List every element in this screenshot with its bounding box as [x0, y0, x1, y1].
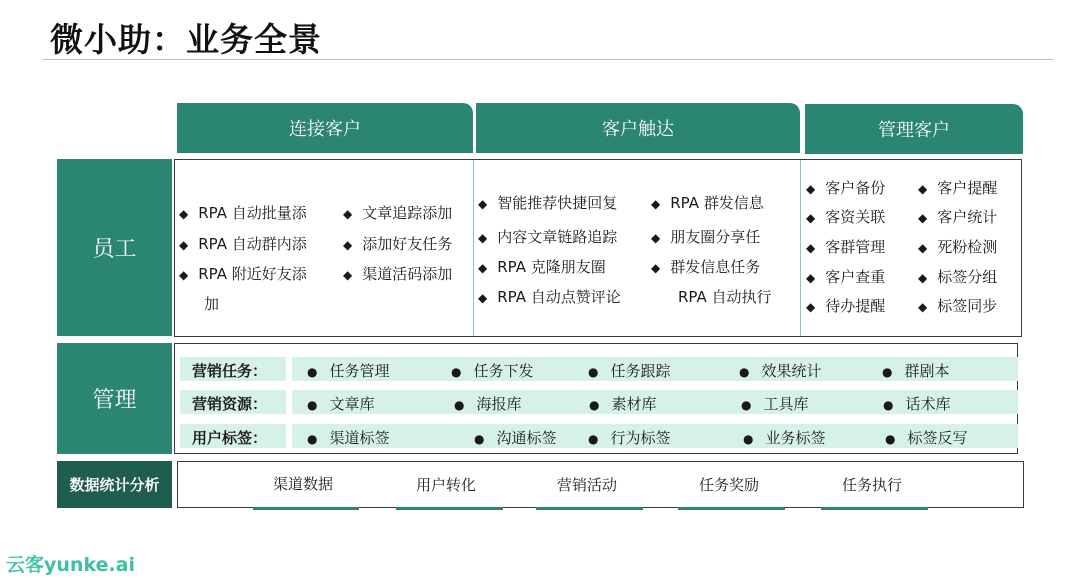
row-header-manage: 管理 [57, 343, 172, 454]
page-title: 微小助：业务全景 [50, 20, 322, 59]
dot-bullet-icon: ● [741, 398, 752, 412]
diamond-bullet-icon: ◆ [806, 241, 816, 255]
list-item: ◆ 渠道活码添加 [343, 265, 453, 283]
dot-bullet-icon: ● [739, 365, 750, 379]
diamond-bullet-icon: ◆ [806, 182, 816, 196]
band-item: ● 素材库 [589, 395, 657, 413]
stat-item: 营销活动 [557, 476, 618, 494]
list-item: ◆ 客户查重 [806, 268, 886, 286]
list-item: ◆ 待办提醒 [806, 297, 886, 315]
diamond-bullet-icon: ◆ [651, 197, 661, 211]
column-header-reach: 客户触达 [476, 103, 800, 153]
column-separator [473, 160, 474, 336]
diamond-bullet-icon: ◆ [179, 238, 189, 252]
band-item: ● 任务跟踪 [588, 362, 671, 380]
band-item: ● 业务标签 [743, 429, 826, 447]
watermark-logo: 云客yunke.ai [6, 554, 136, 576]
list-item: ◆ 标签同步 [918, 297, 998, 315]
dot-bullet-icon: ● [589, 398, 600, 412]
list-item: ◆ 客户备份 [806, 179, 886, 197]
diamond-bullet-icon: ◆ [918, 211, 928, 225]
stat-underline [253, 507, 359, 510]
band-label: 用户标签： [192, 429, 268, 447]
dot-bullet-icon: ● [454, 398, 465, 412]
diamond-bullet-icon: ◆ [179, 268, 189, 282]
stat-underline [396, 507, 503, 510]
dot-bullet-icon: ● [588, 432, 599, 446]
list-item: ◆ 文章追踪添加 [343, 204, 453, 222]
list-item: ◆ 标签分组 [918, 268, 998, 286]
dot-bullet-icon: ● [307, 432, 318, 446]
band-label: 营销任务： [192, 362, 268, 380]
list-item: ◆ 内容文章链路追踪 [478, 228, 618, 246]
band-item: ● 文章库 [307, 395, 375, 413]
dot-bullet-icon: ● [307, 398, 318, 412]
list-item: ◆ 客群管理 [806, 238, 886, 256]
diamond-bullet-icon: ◆ [179, 207, 189, 221]
dot-bullet-icon: ● [743, 432, 754, 446]
band-item: ● 渠道标签 [307, 429, 390, 447]
list-item: ◆ RPA 附近好友添 [179, 265, 307, 283]
band-item: ● 效果统计 [739, 362, 822, 380]
column-header-manage-customers: 管理客户 [805, 104, 1023, 154]
diamond-bullet-icon: ◆ [806, 271, 816, 285]
dot-bullet-icon: ● [588, 365, 599, 379]
diamond-bullet-icon: ◆ [806, 211, 816, 225]
band-item: ● 海报库 [454, 395, 522, 413]
band-item: ● 任务管理 [307, 362, 390, 380]
row-header-stats: 数据统计分析 [57, 461, 172, 508]
band-label: 营销资源： [192, 395, 268, 413]
list-item: ◆ RPA 自动点赞评论 [478, 288, 621, 306]
diamond-bullet-icon: ◆ [918, 271, 928, 285]
diamond-bullet-icon: ◆ [651, 261, 661, 275]
stat-item: 任务奖励 [699, 476, 760, 494]
dot-bullet-icon: ● [885, 432, 896, 446]
diamond-bullet-icon: ◆ [806, 300, 816, 314]
list-item: ◆ 客资关联 [806, 208, 886, 226]
list-item: ◆ 群发信息任务 [651, 258, 761, 276]
diamond-bullet-icon: ◆ [478, 231, 488, 245]
diamond-bullet-icon: ◆ [478, 291, 488, 305]
list-item: ◆ RPA 群发信息 [651, 194, 764, 212]
list-item: ◆ RPA 克隆朋友圈 [478, 258, 606, 276]
list-item: ◆ 客户提醒 [918, 179, 998, 197]
diamond-bullet-icon: ◆ [343, 207, 353, 221]
band-item: ● 话术库 [883, 395, 951, 413]
column-separator [800, 160, 801, 336]
dot-bullet-icon: ● [883, 398, 894, 412]
band-item: ● 行为标签 [588, 429, 671, 447]
list-item: ◆ 智能推荐快捷回复 [478, 194, 618, 212]
stat-underline [678, 507, 785, 510]
dot-bullet-icon: ● [451, 365, 462, 379]
column-header-connect: 连接客户 [177, 103, 473, 153]
stat-item: 任务执行 [842, 476, 903, 494]
stat-item: 渠道数据 [273, 475, 334, 493]
row-header-staff: 员工 [57, 159, 172, 336]
stat-underline [536, 507, 643, 510]
band-item: ● 标签反写 [885, 429, 968, 447]
diamond-bullet-icon: ◆ [918, 300, 928, 314]
diamond-bullet-icon: ◆ [478, 261, 488, 275]
dot-bullet-icon: ● [307, 365, 318, 379]
list-item: ◆ RPA 自动群内添 [179, 235, 307, 253]
diamond-bullet-icon: ◆ [918, 182, 928, 196]
dot-bullet-icon: ● [882, 365, 893, 379]
dot-bullet-icon: ● [474, 432, 485, 446]
band-item: ● 任务下发 [451, 362, 534, 380]
diamond-bullet-icon: ◆ [343, 268, 353, 282]
list-item: ◆ 朋友圈分享任 [651, 228, 761, 246]
diamond-bullet-icon: ◆ [651, 231, 661, 245]
list-item: RPA 自动执行 [678, 288, 772, 306]
stat-underline [821, 507, 928, 510]
band-item: ● 群剧本 [882, 362, 950, 380]
list-item: ◆ 添加好友任务 [343, 235, 453, 253]
diamond-bullet-icon: ◆ [918, 241, 928, 255]
list-item: ◆ 客户统计 [918, 208, 998, 226]
stat-item: 用户转化 [416, 476, 477, 494]
title-divider [42, 59, 1054, 60]
diamond-bullet-icon: ◆ [478, 197, 488, 211]
list-item: ◆ RPA 自动批量添 [179, 204, 307, 222]
list-item-continuation: 加 [204, 295, 220, 313]
list-item: ◆ 死粉检测 [918, 238, 998, 256]
band-item: ● 沟通标签 [474, 429, 557, 447]
band-item: ● 工具库 [741, 395, 809, 413]
diamond-bullet-icon: ◆ [343, 238, 353, 252]
